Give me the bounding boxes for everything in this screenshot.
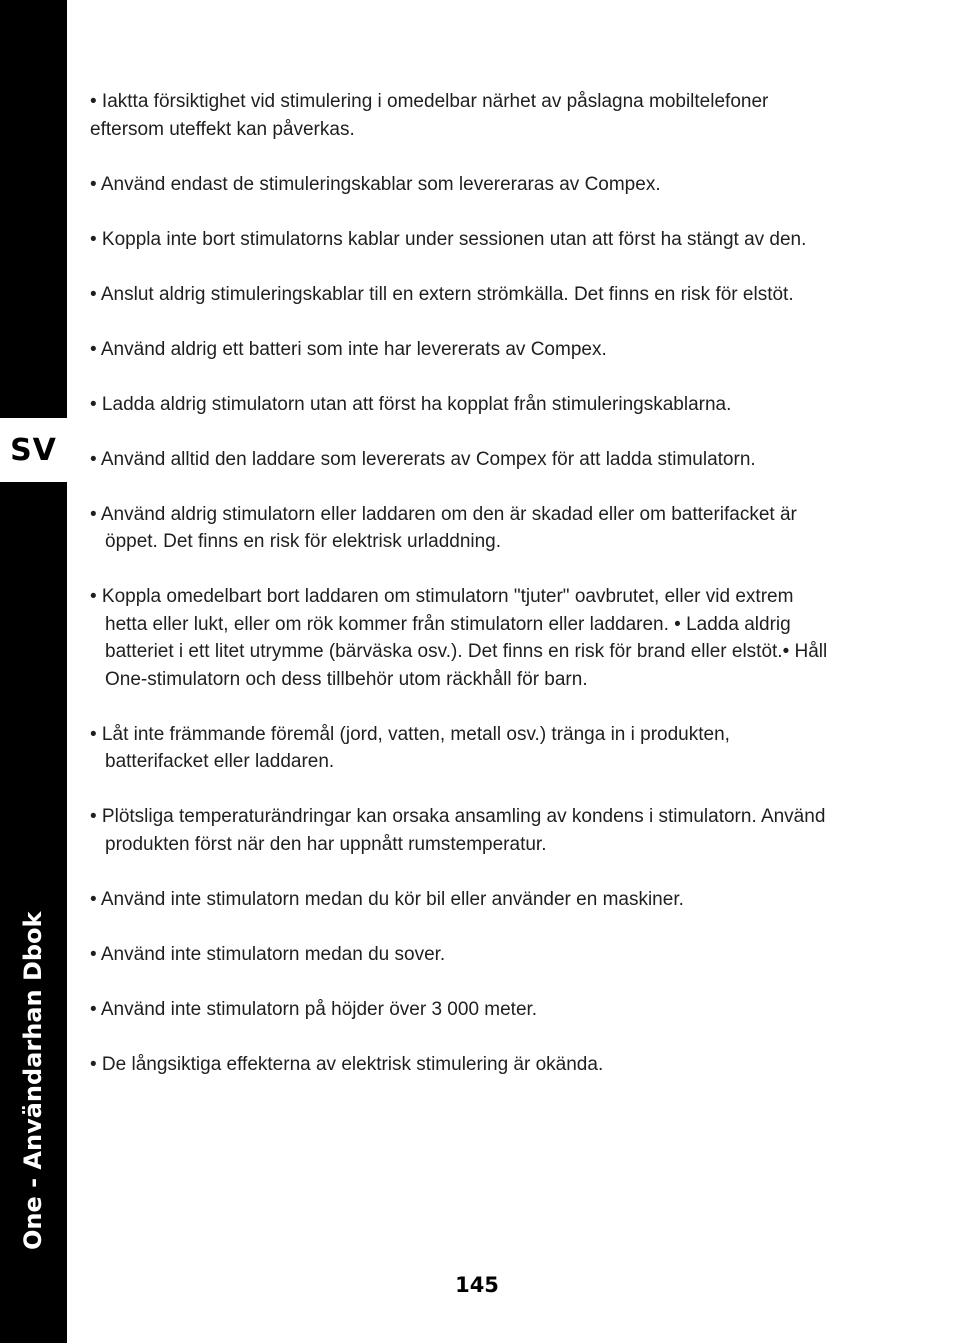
list-item: • De långsiktiga effekterna av elektrisk stimulering är okända.: [90, 1053, 604, 1075]
list-item: • Använd inte stimulatorn medan du kör bil eller använder en maskiner.: [90, 888, 684, 910]
sidebar: [0, 0, 67, 1343]
list-item: • Använd endast de stimuleringskablar som levereraras av Compex.: [90, 173, 661, 195]
language-tab: [0, 418, 67, 482]
list-item: • Koppla omedelbart bort laddaren om stimulatorn "tjuter" oavbrutet, eller vid extrem hetta eller lukt, eller om rök kommer från stimulatorn eller laddaren. • Ladda aldrig batteriet i ett litet utrymme (bärväska osv.). Det finns en risk för brand eller elstöt.• Håll One-stimulatorn och dess tillbehör utom räckhåll för barn.: [90, 586, 828, 690]
list-item: • Använd inte stimulatorn medan du sover.: [90, 943, 446, 965]
list-item: • Iaktta försiktighet vid stimulering i omedelbar närhet av påslagna mobiltelefoner eftersom uteffekt kan påverkas.: [90, 91, 769, 140]
list-item: • Använd aldrig ett batteri som inte har levererats av Compex.: [90, 338, 607, 360]
list-item: • Låt inte främmande föremål (jord, vatten, metall osv.) tränga in i produkten, batterifacket eller laddaren.: [90, 723, 730, 772]
safety-list: [90, 88, 870, 1106]
list-item: • Koppla inte bort stimulatorns kablar under sessionen utan att först ha stängt av den.: [90, 228, 807, 250]
list-item: • Plötsliga temperaturändringar kan orsaka ansamling av kondens i stimulatorn. Använd produkten först när den har uppnått rumstemperatur.: [90, 806, 826, 855]
list-item: • Använd aldrig stimulatorn eller laddaren om den är skadad eller om batterifacket är öppet. Det finns en risk för elektrisk urladdning.: [90, 503, 797, 552]
list-item: • Ladda aldrig stimulatorn utan att först ha kopplat från stimuleringskablarna.: [90, 393, 732, 415]
language-code: SV: [10, 432, 57, 468]
page-number: 145: [455, 1273, 499, 1297]
list-item: • Använd alltid den laddare som levererats av Compex för att ladda stimulatorn.: [90, 448, 756, 470]
list-item: • Använd inte stimulatorn på höjder över 3 000 meter.: [90, 998, 538, 1020]
list-item: • Anslut aldrig stimuleringskablar till en extern strömkälla. Det finns en risk för elstöt.: [90, 283, 794, 305]
sidebar-title: One - Användarhan Dbok: [19, 911, 47, 1250]
